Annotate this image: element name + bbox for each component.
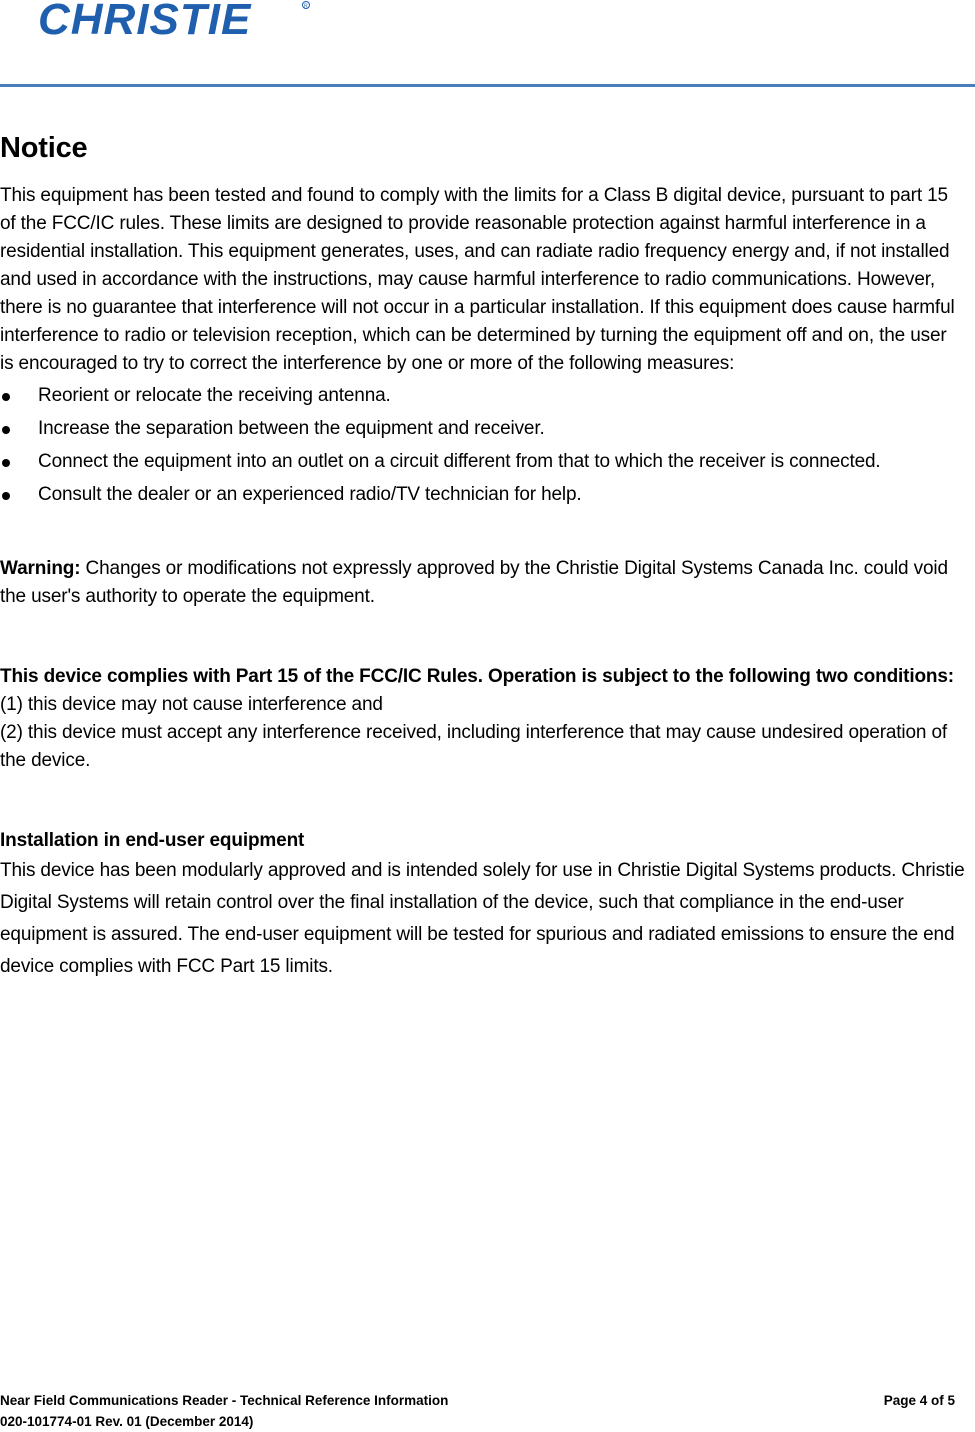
bullet-icon <box>2 492 10 500</box>
document-body <box>0 128 965 983</box>
notice-title: Notice <box>0 132 88 164</box>
measures-list <box>0 380 965 511</box>
measure-text: Connect the equipment into an outlet on a circuit different from that to which the receiver is connected. <box>38 451 881 472</box>
installation-heading <box>0 827 965 855</box>
installation-section <box>0 827 965 983</box>
bullet-icon <box>2 426 10 434</box>
condition-1: (1) this device may not cause interference and <box>0 694 383 715</box>
bullet-icon <box>2 393 10 401</box>
list-item <box>0 446 965 478</box>
footer-doc-number: 020-101774-01 Rev. 01 (December 2014) <box>0 1414 254 1429</box>
compliance-heading-text: This device complies with Part 15 of the FCC/IC Rules. Operation is subject to the following two conditions: <box>0 666 954 687</box>
notice-paragraph: This equipment has been tested and found to comply with the limits for a Class B digital device, pursuant to part 15 of the FCC/IC rules. These limits are designed to provide reasonable protection against harmful interference in a residential installation. This equipment generates, uses, and can radiate radio frequency energy and, if not installed and used in accordance with the instructions, may cause harmful interference to radio communications. However, there is no guarantee that interference will not occur in a particular installation. If this equipment does cause harmful interference to radio or television reception, which can be determined by turning the equipment off and on, the user is encouraged to try to correct the interference by one or more of the following measures: <box>0 185 955 374</box>
header-rule <box>0 84 975 87</box>
footer-page-number: Page 4 of 5 <box>883 1393 955 1408</box>
list-item <box>0 413 965 445</box>
list-item <box>0 380 965 412</box>
compliance-section <box>0 663 965 775</box>
warning-text: Changes or modifications not expressly approved by the Christie Digital Systems Canada Inc. could void the user's authority to operate the equipment. <box>0 558 948 607</box>
measure-text: Reorient or relocate the receiving antenna. <box>38 385 391 406</box>
svg-text:R: R <box>304 3 308 10</box>
list-item <box>0 479 965 511</box>
footer-doc-title: Near Field Communications Reader - Technical Reference Information <box>0 1393 449 1408</box>
measure-text: Increase the separation between the equipment and receiver. <box>38 418 545 439</box>
logo-wordmark: CHRISTIE <box>38 0 252 40</box>
warning-paragraph <box>0 555 965 611</box>
installation-paragraph: This device has been modularly approved and is intended solely for use in Christie Digital Systems products. Christie Digital Systems will retain control over the final installation of the device, such that compliance in the end-user equipment is assured. The end-user equipment will be tested for spurious and radiated emissions to ensure the end device complies with FCC Part 15 limits. <box>0 860 965 977</box>
warning-label: Warning: <box>0 558 81 579</box>
measure-text: Consult the dealer or an experienced radio/TV technician for help. <box>38 484 582 505</box>
christie-logo <box>38 0 313 40</box>
installation-heading-text: Installation in end-user equipment <box>0 830 305 851</box>
page-footer <box>0 1390 955 1432</box>
bullet-icon <box>2 459 10 467</box>
condition-2: (2) this device must accept any interference received, including interference that may cause undesired operation of the device. <box>0 722 948 771</box>
compliance-heading <box>0 663 965 691</box>
